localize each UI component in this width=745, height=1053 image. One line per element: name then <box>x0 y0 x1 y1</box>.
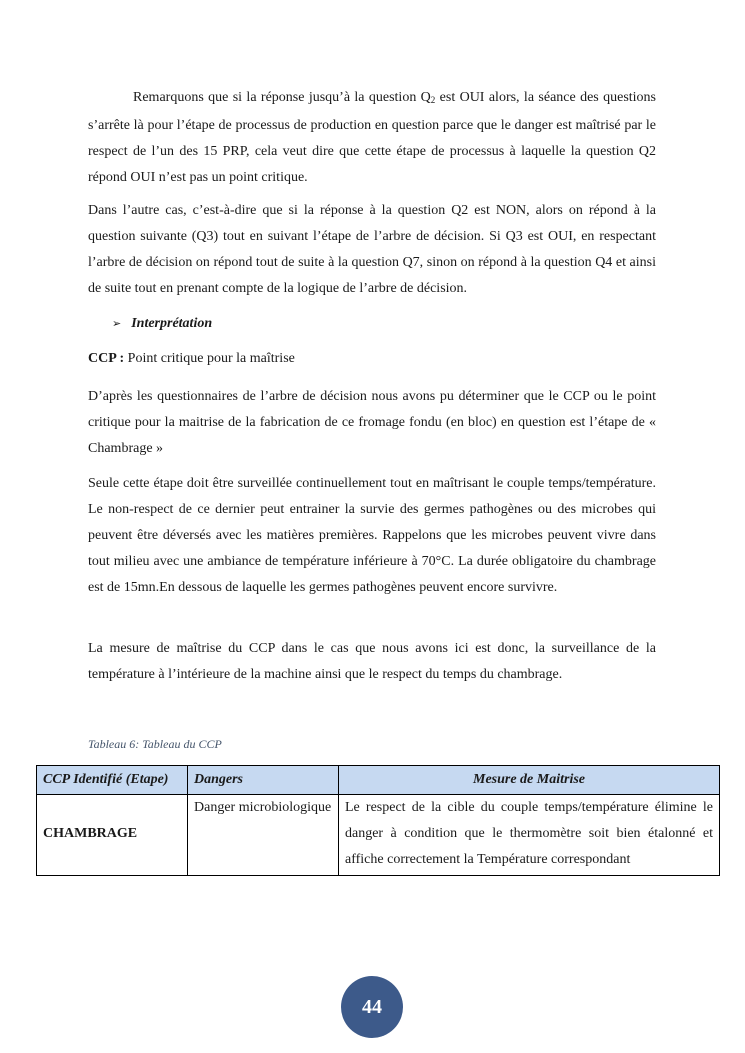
table-header-row <box>37 766 720 795</box>
interpretation-title: Interprétation <box>131 316 213 331</box>
paragraph-surveillance: Seule cette étape doit être surveillée continuellement tout en maîtrisant le couple temps/température. Le non-respect de ce dernier peut entrainer la survie des germes pathogènes ou des microbes qui peuvent être déversés avec les matières premières. Rappelons que les microbes peuvent vivre dans tout milieu avec une ambiance de température inférieure à 70°C. La durée obligatoire du chambrage est de 15mn.En dessous de laquelle les germes pathogènes peuvent encore survivre. <box>88 476 656 595</box>
cell-measure: Le respect de la cible du couple temps/température élimine le danger à condition que le thermomètre soit bien étalonné et affiche correctement la Température correspondant <box>339 795 720 876</box>
interpretation-heading <box>112 313 212 335</box>
header-ccp-stage: CCP Identifié (Etape) <box>37 766 188 795</box>
ccp-term: CCP : <box>88 351 125 366</box>
paragraph-control-measure: La mesure de maîtrise du CCP dans le cas que nous avons ici est donc, la surveillance de la température à l’intérieure de la machine ainsi que le respect du temps du chambrage. <box>88 641 656 682</box>
cell-danger: Danger microbiologique <box>188 795 339 876</box>
table-caption: Tableau 6: Tableau du CCP <box>88 737 222 751</box>
header-control-measure: Mesure de Maitrise <box>339 766 720 795</box>
arrow-bullet-icon: ➢ <box>112 318 122 330</box>
subscript-2: 2 <box>430 95 436 105</box>
ccp-definition <box>88 348 295 370</box>
ccp-definition-text: Point critique pour la maîtrise <box>124 351 295 366</box>
paragraph-q2-post: est OUI alors, la séance des questions s’arrête là pour l’étape de processus de production en question parce que le danger est maîtrisé par le respect de l’un des 15 PRP, cela veut dire que cette étape de processus à laquelle la question Q2 répond OUI n’est pas un point critique. <box>88 90 657 185</box>
ccp-table <box>36 765 720 876</box>
paragraph-other-case: Dans l’autre cas, c’est-à-dire que si la réponse à la question Q2 est NON, alors on répond à la question suivante (Q3) tout en suivant l’étape de l’arbre de décision. Si Q3 est OUI, en respectant l’arbre de décision on répond tout de suite à la question Q7, sinon on répond à la question Q4 et ainsi de suite tout en prenant compte de la logique de l’arbre de décision. <box>88 203 656 296</box>
paragraph-q2 <box>88 85 656 191</box>
page-number-badge: 44 <box>341 976 403 1038</box>
table-row <box>37 795 720 876</box>
cell-stage: CHAMBRAGE <box>37 795 188 876</box>
paragraph-ccp-determination: D’après les questionnaires de l’arbre de décision nous avons pu déterminer que le CCP ou le point critique pour la maitrise de la fabrication de ce fromage fondu (en bloc) en question est l’étape de « Chambrage » <box>88 389 656 456</box>
header-dangers: Dangers <box>188 766 339 795</box>
paragraph-q2-pre: Remarquons que si la réponse jusqu’à la question Q <box>133 90 431 105</box>
